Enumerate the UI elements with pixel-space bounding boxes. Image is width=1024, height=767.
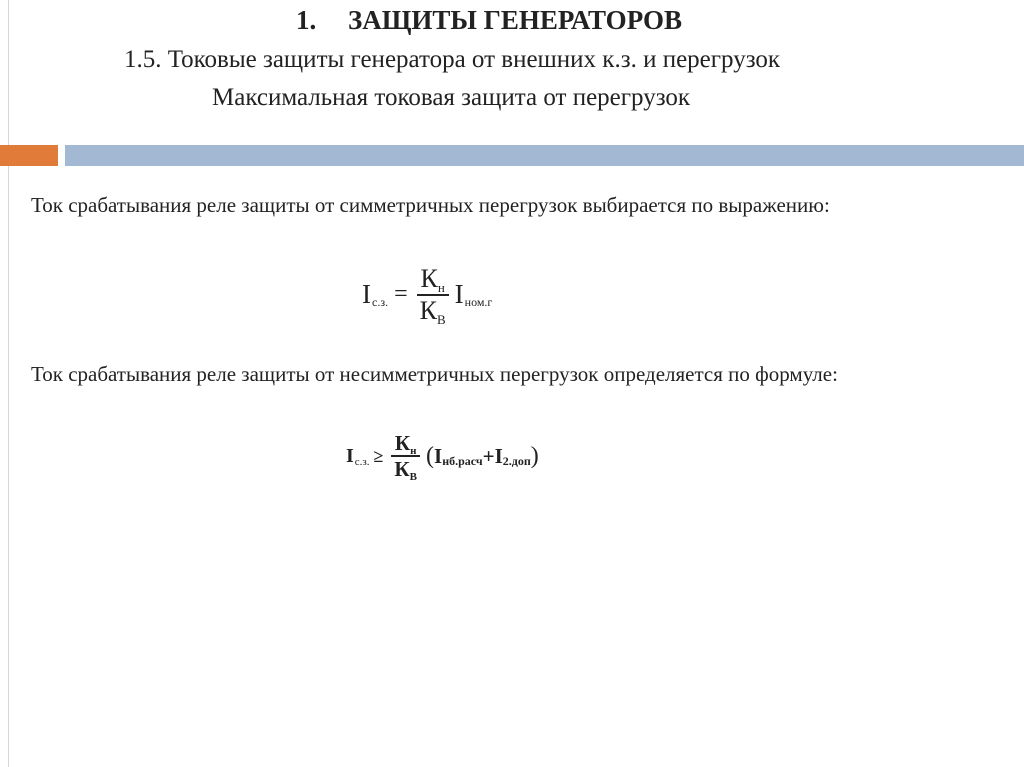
f2-numerator bbox=[392, 431, 420, 455]
f1-lhs-subscript: с.з. bbox=[372, 295, 389, 310]
f2-denominator bbox=[391, 457, 420, 484]
f2-lhs-subscript: с.з. bbox=[354, 456, 370, 469]
title-number: 1. bbox=[296, 5, 317, 35]
f1-num-symbol: К bbox=[420, 264, 438, 293]
f2-num-subscript: н bbox=[410, 445, 417, 457]
f2-term1-subscript: нб.расч bbox=[442, 453, 483, 468]
paragraph-symmetric-overload: Ток срабатывания реле защиты от симметричных перегрузок выбирается по выражению: bbox=[31, 193, 830, 217]
accent-band-blue bbox=[65, 145, 1024, 166]
formula-symmetric bbox=[362, 264, 492, 326]
f1-num-subscript: н bbox=[437, 280, 445, 295]
f1-den-symbol: К bbox=[419, 295, 437, 325]
f1-rhs-subscript: ном.г bbox=[464, 295, 493, 310]
f1-den-subscript: В bbox=[436, 311, 446, 327]
f1-denominator bbox=[417, 296, 449, 326]
f2-den-subscript: В bbox=[409, 471, 417, 484]
f2-plus: + bbox=[482, 443, 495, 468]
f2-num-symbol: К bbox=[394, 431, 411, 455]
slide-subheading: Максимальная токовая защита от перегрузок bbox=[212, 84, 691, 111]
f2-close-paren: ) bbox=[530, 442, 539, 469]
f1-rhs-symbol: I bbox=[454, 279, 464, 310]
f2-den-symbol: К bbox=[394, 457, 410, 482]
slide-title bbox=[296, 5, 682, 36]
paragraph-asymmetric-overload: Ток срабатывания реле защиты от несимметричных перегрузок определяется по формуле: bbox=[31, 362, 838, 386]
slide-subtitle: 1.5. Токовые защиты генератора от внешних к.з. и перегрузок bbox=[124, 46, 781, 73]
f2-term2-symbol: I bbox=[494, 443, 503, 468]
f1-fraction bbox=[417, 264, 449, 326]
f2-term1-symbol: I bbox=[434, 443, 443, 468]
f1-equals: = bbox=[394, 281, 408, 308]
formula-asymmetric bbox=[346, 431, 539, 484]
f2-fraction bbox=[391, 431, 420, 484]
f2-lhs-symbol: I bbox=[346, 444, 354, 467]
f2-open-paren: ( bbox=[426, 442, 434, 469]
f1-lhs-symbol: I bbox=[362, 279, 371, 310]
f2-term2-subscript: 2.доп bbox=[502, 453, 531, 468]
f2-greater-equal: ≥ bbox=[373, 445, 384, 466]
title-text: ЗАЩИТЫ ГЕНЕРАТОРОВ bbox=[348, 5, 683, 35]
f1-numerator bbox=[417, 264, 447, 294]
accent-band-orange bbox=[0, 145, 58, 166]
left-border-line bbox=[8, 0, 9, 767]
